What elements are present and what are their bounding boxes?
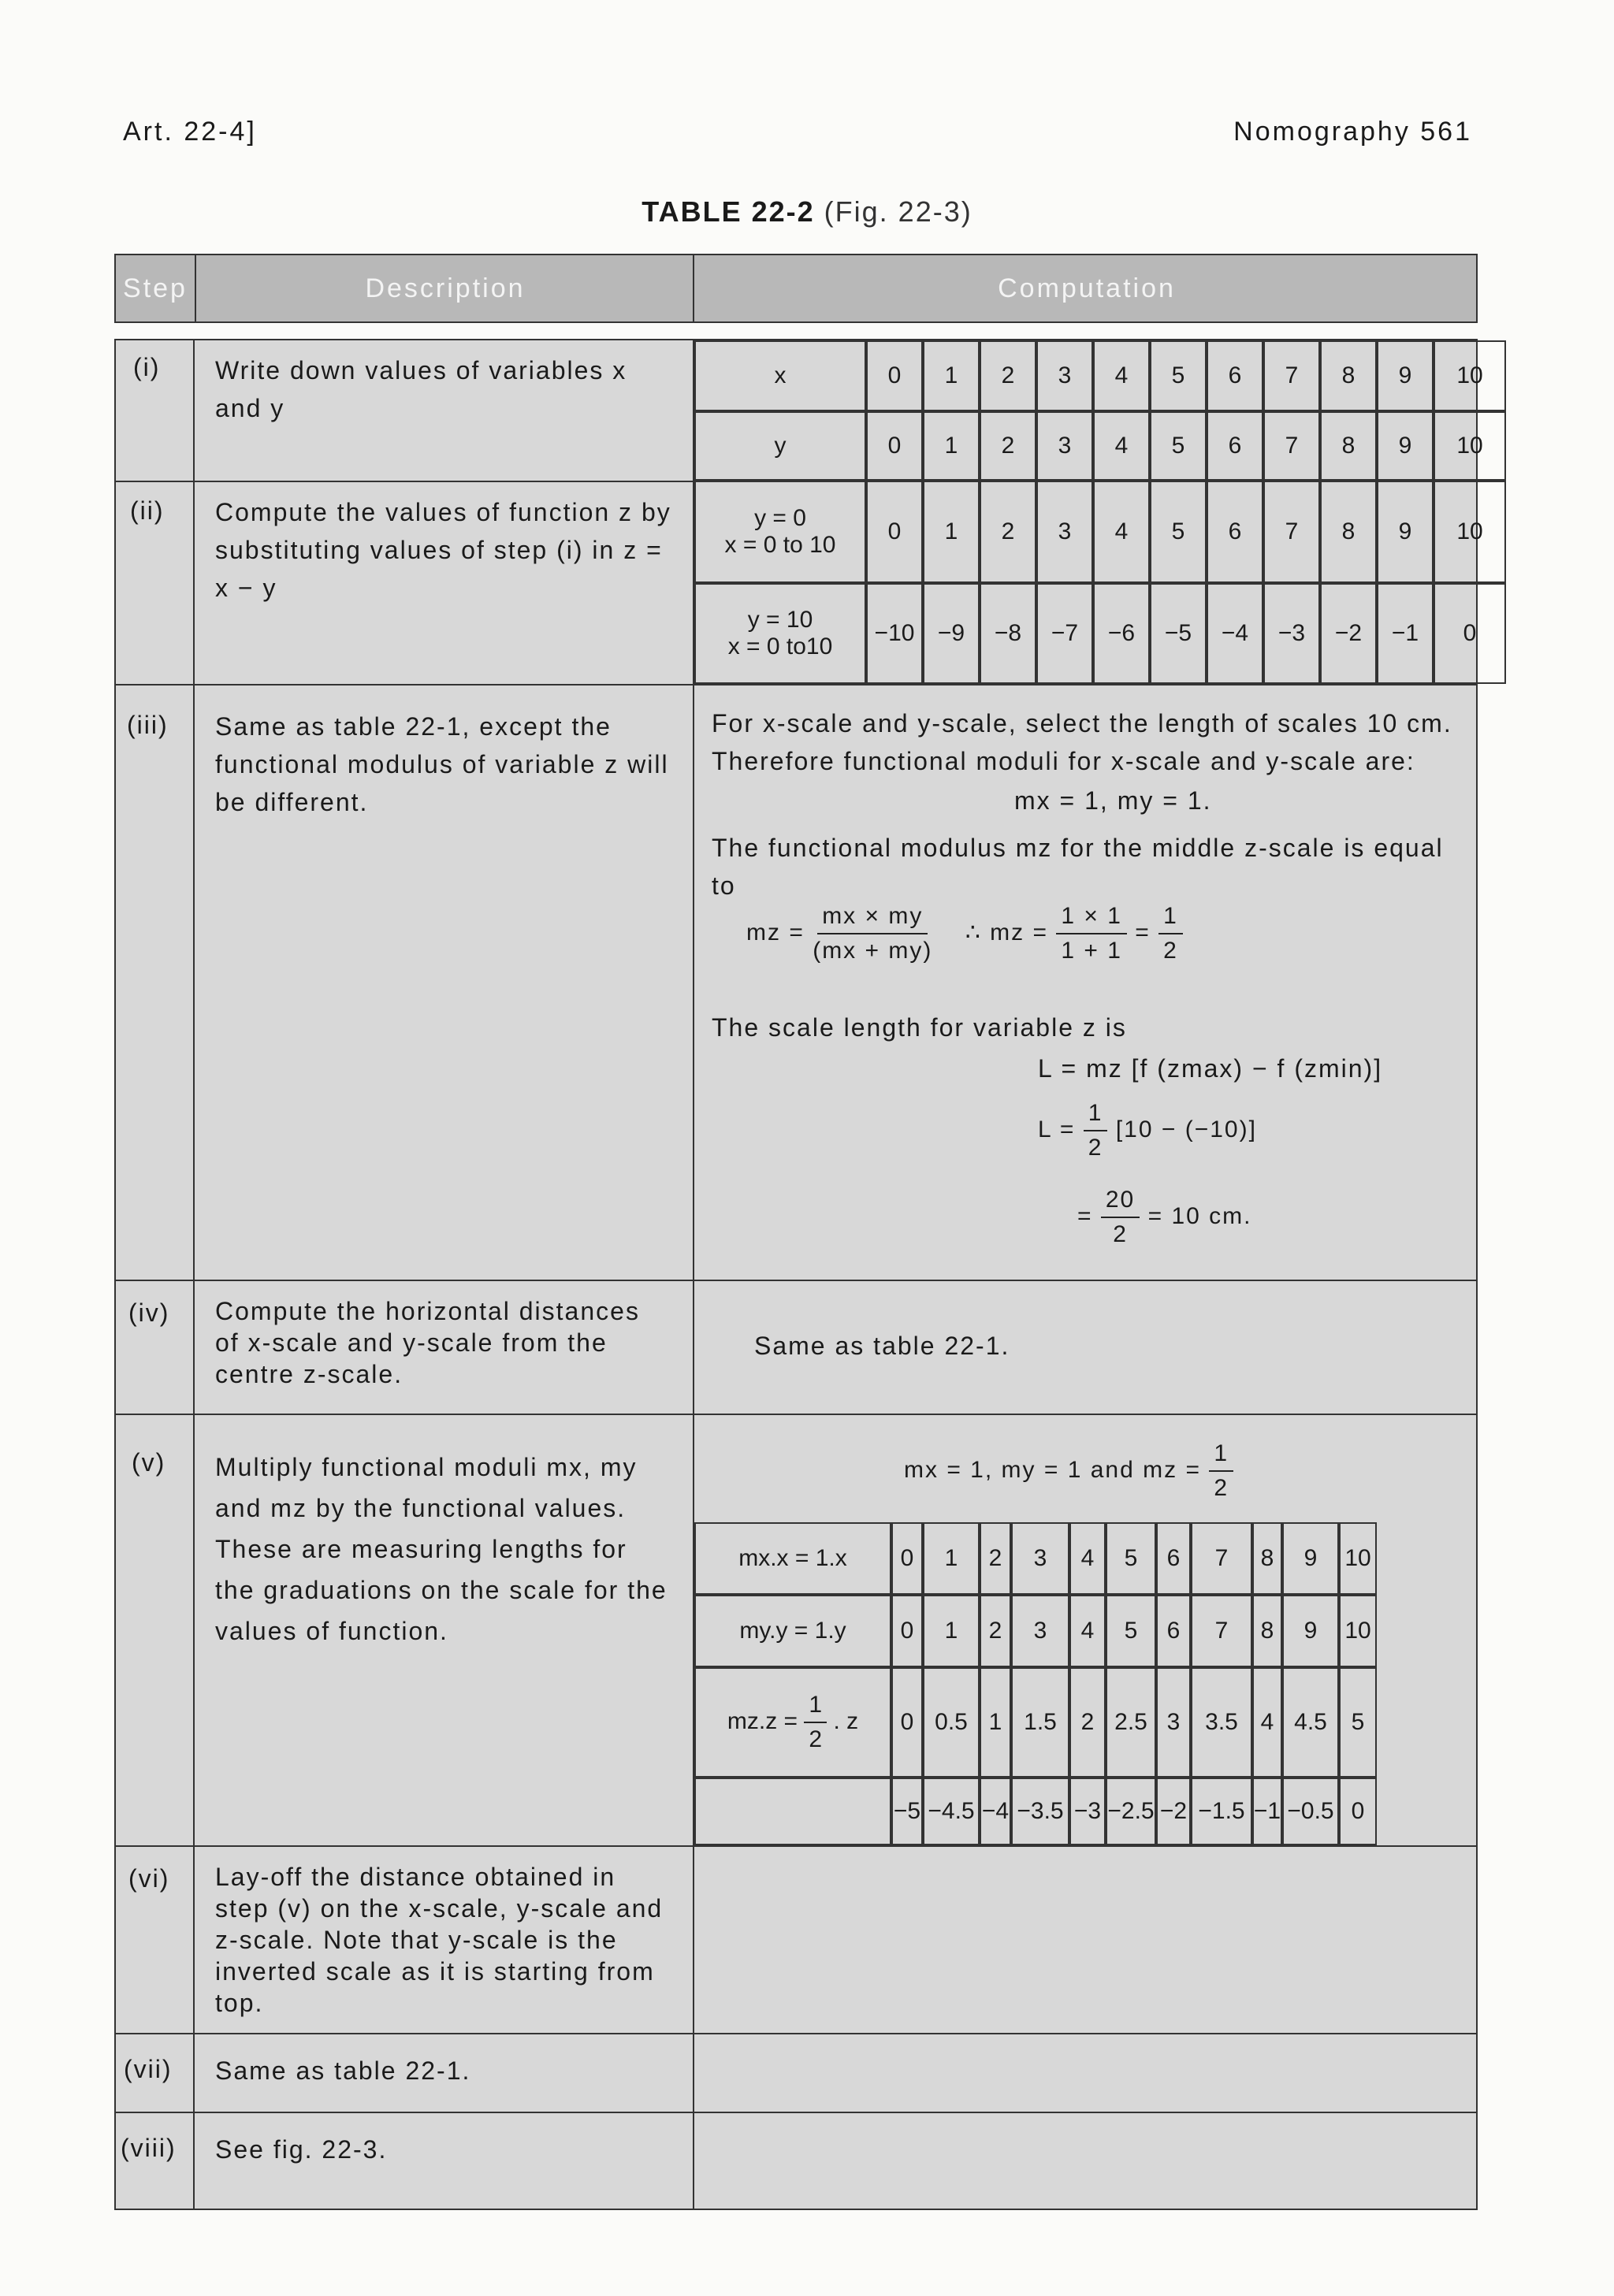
step-number: (vii) xyxy=(124,2055,173,2083)
step-column-divider xyxy=(116,340,195,2210)
value-cell: 1 xyxy=(923,411,980,481)
value-cell: 2.5 xyxy=(1106,1667,1156,1778)
value-cell: −4.5 xyxy=(923,1778,980,1845)
value-cell: 0 xyxy=(1339,1778,1377,1845)
mz-row-label xyxy=(727,1689,858,1756)
step5-moduli-lhs: mx = 1, my = 1 and mz = xyxy=(904,1456,1201,1483)
row-label xyxy=(694,1667,891,1778)
row-label xyxy=(694,1778,891,1845)
step3-text: The scale length for variable z is xyxy=(712,1013,1127,1042)
value-cell: 1.5 xyxy=(1011,1667,1069,1778)
step5-moduli-numerator: 1 xyxy=(1209,1437,1233,1472)
row-label-text: x xyxy=(774,362,787,388)
value-cell: 4 xyxy=(1069,1595,1106,1667)
value-cell: 0 xyxy=(891,1595,923,1667)
value-cell: 8 xyxy=(1320,411,1377,481)
step-number: (vi) xyxy=(128,1864,170,1893)
mz-numerator: mx × my xyxy=(817,900,928,934)
L3-denominator: 2 xyxy=(1113,1221,1128,1247)
step3-text: The functional modulus mz for the middle z-scale is equal to xyxy=(712,834,1444,900)
L2-rhs: [10 − (−10)] xyxy=(1115,1116,1257,1142)
value-cell: 9 xyxy=(1282,1522,1339,1595)
row-label xyxy=(694,1595,891,1667)
value-cell: 4.5 xyxy=(1282,1667,1339,1778)
step3-text: Therefore functional moduli for x-scale and y-scale are: xyxy=(712,747,1415,775)
equals-sign: = xyxy=(1135,919,1151,946)
mz-formula-lhs: mz = xyxy=(746,919,805,946)
row-label-text: y = 0 xyxy=(754,505,806,531)
step-description: Write down values of variables x and y xyxy=(215,356,627,422)
row-label-text: x = 0 to 10 xyxy=(724,532,836,558)
value-cell: 8 xyxy=(1252,1595,1282,1667)
row-label xyxy=(694,411,866,481)
step-number: (iii) xyxy=(127,711,169,739)
value-cell: 4 xyxy=(1069,1522,1106,1595)
value-cell: −2 xyxy=(1156,1778,1191,1845)
value-cell: 0 xyxy=(866,340,923,411)
row-divider xyxy=(116,2112,1476,2113)
value-cell: 3 xyxy=(1036,481,1093,583)
value-cell: −3 xyxy=(1069,1778,1106,1845)
step-description: Compute the values of function z by substituting values of step (i) in z = x − y xyxy=(215,498,671,602)
value-cell: 5 xyxy=(1150,481,1207,583)
L3-numerator: 20 xyxy=(1101,1183,1140,1218)
value-cell: −3.5 xyxy=(1011,1778,1069,1845)
row-label-text: y = 10 xyxy=(747,607,813,633)
L3-fraction xyxy=(1101,1183,1140,1251)
value-cell: 2 xyxy=(980,1522,1011,1595)
value-cell: −4 xyxy=(980,1778,1011,1845)
mz-formula xyxy=(746,900,1183,968)
row-label xyxy=(694,481,866,583)
value-cell: 6 xyxy=(1207,481,1263,583)
table-figure-ref: (Fig. 22-3) xyxy=(824,195,972,228)
column-header-description: Description xyxy=(195,255,694,321)
step-number: (i) xyxy=(133,353,161,381)
value-cell: 5 xyxy=(1150,340,1207,411)
row-label xyxy=(694,1522,891,1595)
value-cell: 10 xyxy=(1434,481,1506,583)
value-cell: 7 xyxy=(1263,481,1320,583)
value-cell: 6 xyxy=(1156,1595,1191,1667)
L2-numerator: 1 xyxy=(1084,1097,1108,1131)
value-cell: 10 xyxy=(1434,340,1506,411)
result-denominator: 2 xyxy=(1163,938,1178,964)
value-cell: −1.5 xyxy=(1191,1778,1252,1845)
value-cell: 1 xyxy=(980,1667,1011,1778)
value-cell: 0 xyxy=(1434,583,1506,684)
value-cell: 4 xyxy=(1093,340,1150,411)
value-cell: −4 xyxy=(1207,583,1263,684)
value-cell: 8 xyxy=(1320,340,1377,411)
value-cell: −6 xyxy=(1093,583,1150,684)
value-cell: 3 xyxy=(1156,1667,1191,1778)
value-cell: 5 xyxy=(1339,1667,1377,1778)
row-label-text: x = 0 to10 xyxy=(727,633,833,659)
running-header-left: Art. 22-4] xyxy=(123,117,257,147)
step-description: Same as table 22-1, except the functional modulus of variable z will be different. xyxy=(215,712,669,816)
value-cell: 4 xyxy=(1093,411,1150,481)
value-cell: 5 xyxy=(1106,1522,1156,1595)
value-cell: −0.5 xyxy=(1282,1778,1339,1845)
value-cell: 2 xyxy=(980,411,1036,481)
value-cell: 10 xyxy=(1434,411,1506,481)
step-description: Lay-off the distance obtained in step (v) on the x-scale, y-scale and z-scale. Note that y-scale is the inverted scale as it is starting from top. xyxy=(215,1863,664,2017)
value-cell: 8 xyxy=(1252,1522,1282,1595)
value-cell: 5 xyxy=(1106,1595,1156,1667)
step-description: Compute the horizontal distances of x-scale and y-scale from the centre z-scale. xyxy=(215,1297,640,1388)
row-label-text: y xyxy=(774,433,787,459)
L2-denominator: 2 xyxy=(1088,1135,1103,1161)
value-cell: 1 xyxy=(923,1595,980,1667)
value-cell: 3 xyxy=(1011,1522,1069,1595)
value-cell: −1 xyxy=(1377,583,1434,684)
value-cell: 3 xyxy=(1036,411,1093,481)
step5-moduli-denominator: 2 xyxy=(1214,1475,1229,1501)
step3-text: For x-scale and y-scale, select the length of scales 10 cm. xyxy=(712,709,1452,737)
mz-row-label-fraction xyxy=(804,1689,827,1756)
value-cell: −7 xyxy=(1036,583,1093,684)
value-cell: 3.5 xyxy=(1191,1667,1252,1778)
value-cell: −2.5 xyxy=(1106,1778,1156,1845)
value-cell: 7 xyxy=(1191,1595,1252,1667)
therefore-symbol: ∴ mz = xyxy=(965,919,1048,946)
scale-length-formula: L = mz [f (zmax) − f (zmin)] xyxy=(1038,1054,1383,1083)
L3-lhs: = xyxy=(1077,1202,1093,1229)
scale-length-result xyxy=(1077,1183,1251,1251)
value-cell: −8 xyxy=(980,583,1036,684)
calc-numerator: 1 × 1 xyxy=(1056,900,1127,934)
steps-table xyxy=(114,339,1483,2210)
calc-fraction xyxy=(1056,900,1127,968)
step-number: (viii) xyxy=(121,2134,177,2162)
value-cell: 2 xyxy=(1069,1667,1106,1778)
column-header-step: Step xyxy=(123,273,188,303)
value-cell: 10 xyxy=(1339,1522,1377,1595)
step4-text: Same as table 22-1. xyxy=(754,1332,1010,1360)
table-caption xyxy=(0,195,1614,228)
row-divider xyxy=(116,684,1476,685)
value-cell: 2 xyxy=(980,481,1036,583)
table-header-band xyxy=(114,254,1478,323)
mz-row-label-lhs: mz.z = xyxy=(727,1707,798,1734)
value-cell: 10 xyxy=(1339,1595,1377,1667)
value-cell: 0 xyxy=(866,411,923,481)
value-cell: 3 xyxy=(1036,340,1093,411)
value-cell: 0 xyxy=(891,1667,923,1778)
value-cell: 6 xyxy=(1156,1522,1191,1595)
step-number: (v) xyxy=(132,1448,166,1477)
row-divider xyxy=(116,1845,1476,1847)
value-cell: 9 xyxy=(1377,340,1434,411)
mz-denominator: (mx + my) xyxy=(813,938,933,964)
row-divider xyxy=(116,2033,1476,2034)
L2-lhs: L = xyxy=(1038,1116,1076,1142)
mz-fraction xyxy=(813,900,932,968)
value-cell: 1 xyxy=(923,481,980,583)
row-label-text: mx.x = 1.x xyxy=(738,1545,847,1571)
value-cell: 7 xyxy=(1263,340,1320,411)
mz-row-label-num: 1 xyxy=(804,1689,827,1723)
value-cell: 2 xyxy=(980,1595,1011,1667)
result-numerator: 1 xyxy=(1158,900,1183,934)
row-label xyxy=(694,583,866,684)
value-cell: 1 xyxy=(923,1522,980,1595)
running-header-right: Nomography 561 xyxy=(1233,117,1472,147)
row-label-text: my.y = 1.y xyxy=(739,1618,846,1644)
L3-rhs: = 10 cm. xyxy=(1147,1202,1252,1229)
result-fraction xyxy=(1158,900,1183,968)
value-cell: −2 xyxy=(1320,583,1377,684)
value-cell: 9 xyxy=(1282,1595,1339,1667)
value-cell: 4 xyxy=(1252,1667,1282,1778)
step-description: See fig. 22-3. xyxy=(215,2135,388,2164)
value-cell: 4 xyxy=(1093,481,1150,583)
value-cell: −3 xyxy=(1263,583,1320,684)
value-cell: 2 xyxy=(980,340,1036,411)
value-cell: 1 xyxy=(923,340,980,411)
value-cell: 0 xyxy=(866,481,923,583)
value-cell: 7 xyxy=(1191,1522,1252,1595)
step-number: (iv) xyxy=(128,1298,170,1327)
step-number: (ii) xyxy=(130,496,165,525)
row-divider xyxy=(116,1414,1476,1415)
L2-fraction xyxy=(1084,1097,1108,1165)
value-cell: 0.5 xyxy=(923,1667,980,1778)
step-description: Same as table 22-1. xyxy=(215,2056,471,2085)
scale-length-calc xyxy=(1038,1097,1257,1165)
value-cell: 7 xyxy=(1263,411,1320,481)
step5-moduli-fraction xyxy=(1209,1437,1233,1505)
value-cell: −9 xyxy=(923,583,980,684)
table-title: TABLE 22-2 xyxy=(642,195,815,228)
value-cell: 3 xyxy=(1011,1595,1069,1667)
value-cell: −5 xyxy=(1150,583,1207,684)
value-cell: −1 xyxy=(1252,1778,1282,1845)
mz-row-label-den: 2 xyxy=(809,1726,823,1752)
value-cell: −10 xyxy=(866,583,923,684)
mz-row-label-rhs: . z xyxy=(833,1707,859,1734)
step5-moduli xyxy=(904,1437,1233,1505)
value-cell: 6 xyxy=(1207,340,1263,411)
row-label xyxy=(694,340,866,411)
value-cell: 0 xyxy=(891,1522,923,1595)
row-divider xyxy=(116,1280,1476,1281)
value-cell: 9 xyxy=(1377,411,1434,481)
step3-moduli: mx = 1, my = 1. xyxy=(1014,786,1212,815)
value-cell: 5 xyxy=(1150,411,1207,481)
value-cell: 8 xyxy=(1320,481,1377,583)
value-cell: −5 xyxy=(891,1778,923,1845)
calc-denominator: 1 + 1 xyxy=(1061,938,1122,964)
step-description: Multiply functional moduli mx, my and mz by the functional values. These are measuring lengths for the graduations on the scale for the values of function. xyxy=(215,1453,668,1645)
column-header-computation: Computation xyxy=(693,255,1479,321)
value-cell: 6 xyxy=(1207,411,1263,481)
value-cell: 9 xyxy=(1377,481,1434,583)
